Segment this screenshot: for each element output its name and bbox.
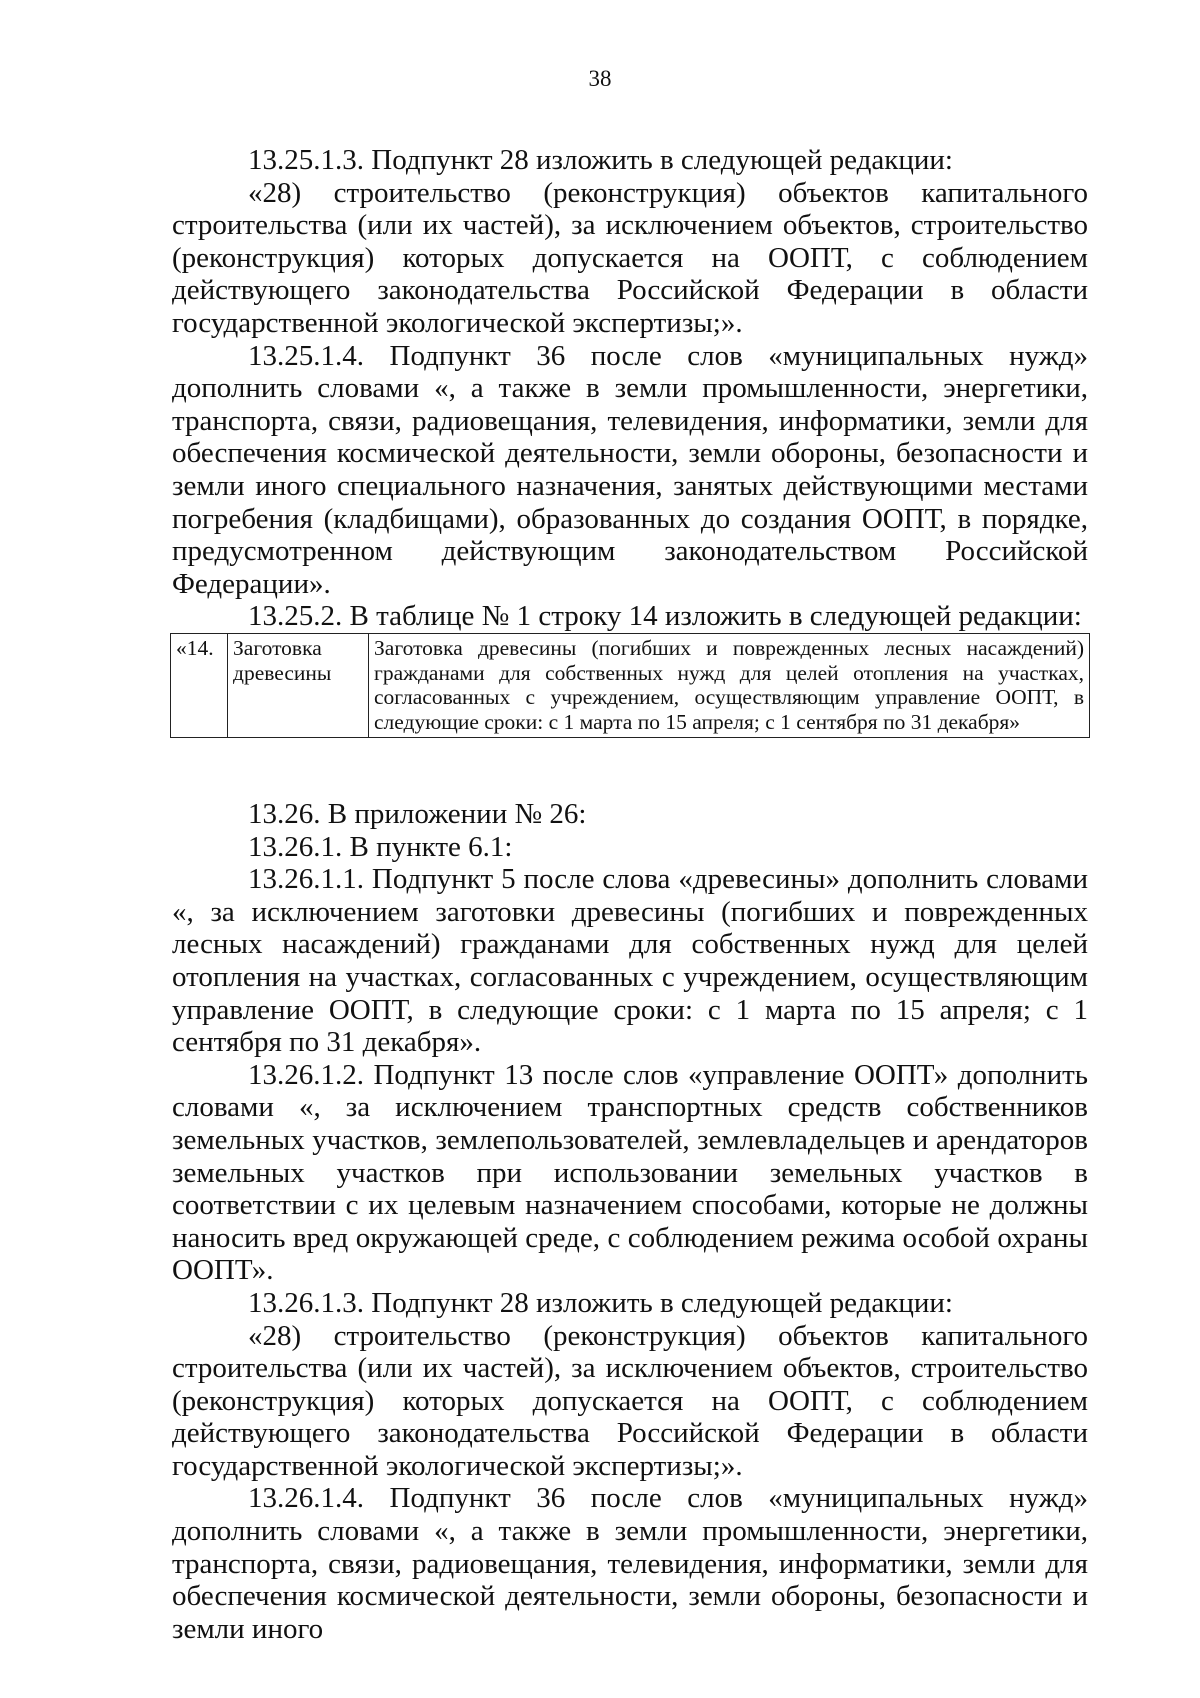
paragraph-13-26-1: 13.26.1. В пункте 6.1:	[248, 830, 513, 863]
table-cell-number: «14.	[171, 634, 228, 738]
table-row-14	[170, 633, 1090, 738]
paragraph-13-25-1-4: 13.25.1.4. Подпункт 36 после слов «муниципальных нужд» дополнить словами «, а также в земли промышленности, энергетики, транспорта, связи, радиовещания, телевидения, информатики, земли для обеспечения космической деятельности, земли обороны, безопасности и земли иного специального назначения, занятых действующими местами погребения (кладбищами), образованных до создания ООПТ, в порядке, предусмотренном действующим законодательством Российской Федерации».	[172, 339, 1088, 600]
paragraph-13-25-1-3-text: «28) строительство (реконструкция) объектов капитального строительства (или их частей), за исключением объектов, строительство (реконструкция) которых допускается на ООПТ, с соблюдением действующего законодательства Российской Федерации в области государственной экологической экспертизы;».	[172, 176, 1088, 339]
paragraph-13-25-1-3: 13.25.1.3. Подпункт 28 изложить в следующей редакции:	[248, 144, 953, 176]
table-cell-name: Заготовка древесины	[228, 634, 369, 738]
paragraph-13-25-2: 13.25.2. В таблице № 1 строку 14 изложить в следующей редакции:	[248, 600, 1082, 633]
paragraph-13-26: 13.26. В приложении № 26:	[248, 798, 587, 830]
text-block-top	[172, 144, 1088, 633]
table-row	[171, 634, 1090, 738]
amendment-table	[170, 633, 1090, 738]
paragraph-13-26-1-2: 13.26.1.2. Подпункт 13 после слов «управление ООПТ» дополнить словами «, за исключением транспортных средств собственников земельных участков, землепользователей, землевладельцев и арендаторов земельных участков при использовании земельных участков в соответствии с их целевым назначением способами, которые не должны наносить вред окружающей среде, с соблюдением режима особой охраны ООПТ».	[172, 1058, 1088, 1287]
text-block-bottom	[172, 798, 1088, 1645]
paragraph-13-26-1-3: 13.26.1.3. Подпункт 28 изложить в следующей редакции:	[248, 1286, 953, 1319]
paragraph-13-26-1-4: 13.26.1.4. Подпункт 36 после слов «муниципальных нужд» дополнить словами «, а также в земли промышленности, энергетики, транспорта, связи, радиовещания, телевидения, информатики, земли для обеспечения космической деятельности, земли обороны, безопасности и земли иного	[172, 1482, 1088, 1645]
page-number: 38	[588, 66, 612, 91]
table-cell-description: Заготовка древесины (погибших и поврежденных лесных насаждений) гражданами для собственных нужд для целей отопления на участках, согласованных с учреждением, осуществляющим управление ООПТ, в следующие сроки: с 1 марта по 15 апреля; с 1 сентября по 31 декабря»	[369, 634, 1090, 738]
paragraph-13-26-1-3-text: «28) строительство (реконструкция) объектов капитального строительства (или их частей), за исключением объектов, строительство (реконструкция) которых допускается на ООПТ, с соблюдением действующего законодательства Российской Федерации в области государственной экологической экспертизы;».	[172, 1319, 1088, 1482]
paragraph-13-26-1-1: 13.26.1.1. Подпункт 5 после слова «древесины» дополнить словами «, за исключением заготовки древесины (погибших и поврежденных лесных насаждений) гражданами для собственных нужд для целей отопления на участках, согласованных с учреждением, осуществляющим управление ООПТ, в следующие сроки: с 1 марта по 15 апреля; с 1 сентября по 31 декабря».	[172, 863, 1088, 1059]
